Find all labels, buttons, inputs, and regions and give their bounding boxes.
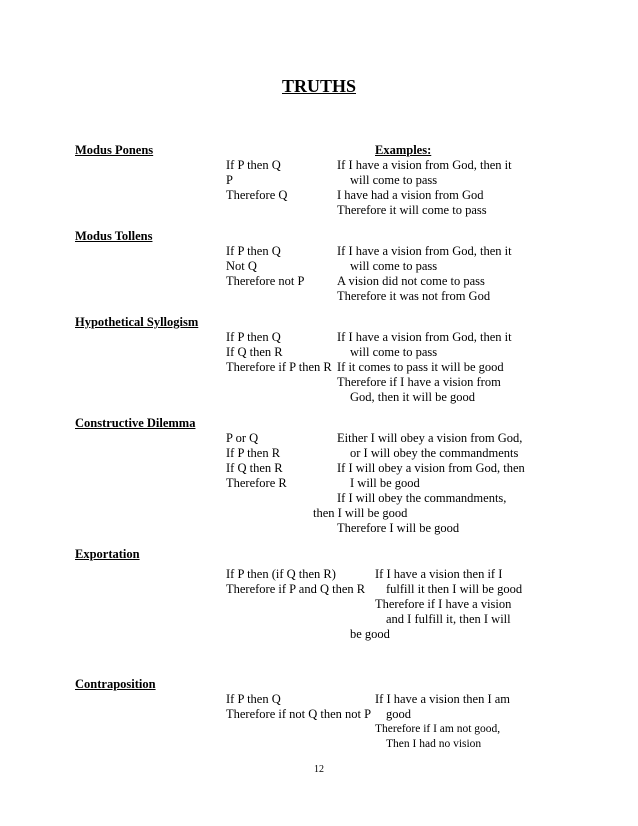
section-heading: Hypothetical Syllogism (75, 315, 199, 329)
example-line: will come to pass (350, 345, 438, 359)
example-line: I have had a vision from God (337, 188, 484, 202)
example-line: or I will obey the commandments (350, 446, 519, 460)
example-line: If I have a vision from God, then it (337, 330, 512, 344)
form-line: Therefore if P then R (226, 360, 332, 374)
example-line: Therefore if I have a vision from (337, 375, 501, 389)
form-line: If P then Q (226, 692, 281, 706)
form-line: Therefore not P (226, 274, 305, 288)
example-line: then I will be good (313, 506, 408, 520)
form-line: Therefore Q (226, 188, 288, 202)
example-line: will come to pass (350, 173, 438, 187)
form-line: P (226, 173, 233, 187)
section-heading: Modus Ponens (75, 143, 154, 157)
example-line: If I have a vision then I am (375, 692, 511, 706)
example-line: Therefore if I have a vision (375, 597, 512, 611)
section-heading: Constructive Dilemma (75, 416, 196, 430)
example-line: and I fulfill it, then I will (386, 612, 511, 626)
form-line: If Q then R (226, 345, 283, 359)
example-line: If I have a vision then if I (375, 567, 503, 581)
example-line: God, then it will be good (350, 390, 475, 404)
example-line: Therefore if I am not good, (375, 723, 501, 735)
form-line: If P then (if Q then R) (226, 567, 336, 581)
form-line: If P then Q (226, 330, 281, 344)
example-line: Therefore I will be good (337, 521, 460, 535)
page-title: TRUTHS (281, 76, 357, 96)
form-line: If P then R (226, 446, 281, 460)
section-heading: Modus Tollens (75, 229, 153, 243)
form-line: Therefore R (226, 476, 287, 490)
form-line: If P then Q (226, 244, 281, 258)
example-line: If I have a vision from God, then it (337, 158, 512, 172)
page-number: 12 (314, 764, 324, 775)
example-line: If it comes to pass it will be good (337, 360, 504, 374)
example-line: fulfill it then I will be good (386, 582, 523, 596)
example-line: I will be good (350, 476, 420, 490)
examples-heading: Examples: (375, 143, 432, 157)
form-line: If Q then R (226, 461, 283, 475)
form-line: If P then Q (226, 158, 281, 172)
example-line: good (386, 707, 411, 721)
example-line: If I have a vision from God, then it (337, 244, 512, 258)
example-line: Therefore it will come to pass (337, 203, 487, 217)
example-line: If I will obey a vision from God, then (337, 461, 525, 475)
example-line: will come to pass (350, 259, 438, 273)
form-line: Not Q (226, 259, 257, 273)
section-heading: Contraposition (75, 677, 156, 691)
section-heading: Exportation (75, 547, 140, 561)
example-line: Therefore it was not from God (337, 289, 491, 303)
example-line: Then I had no vision (386, 738, 482, 750)
form-line: Therefore if P and Q then R (226, 582, 366, 596)
example-line: Either I will obey a vision from God, (337, 431, 523, 445)
example-line: If I will obey the commandments, (337, 491, 507, 505)
form-line: P or Q (226, 431, 259, 445)
example-line: A vision did not come to pass (337, 274, 485, 288)
form-line: Therefore if not Q then not P (226, 707, 372, 721)
example-line: be good (350, 627, 390, 641)
